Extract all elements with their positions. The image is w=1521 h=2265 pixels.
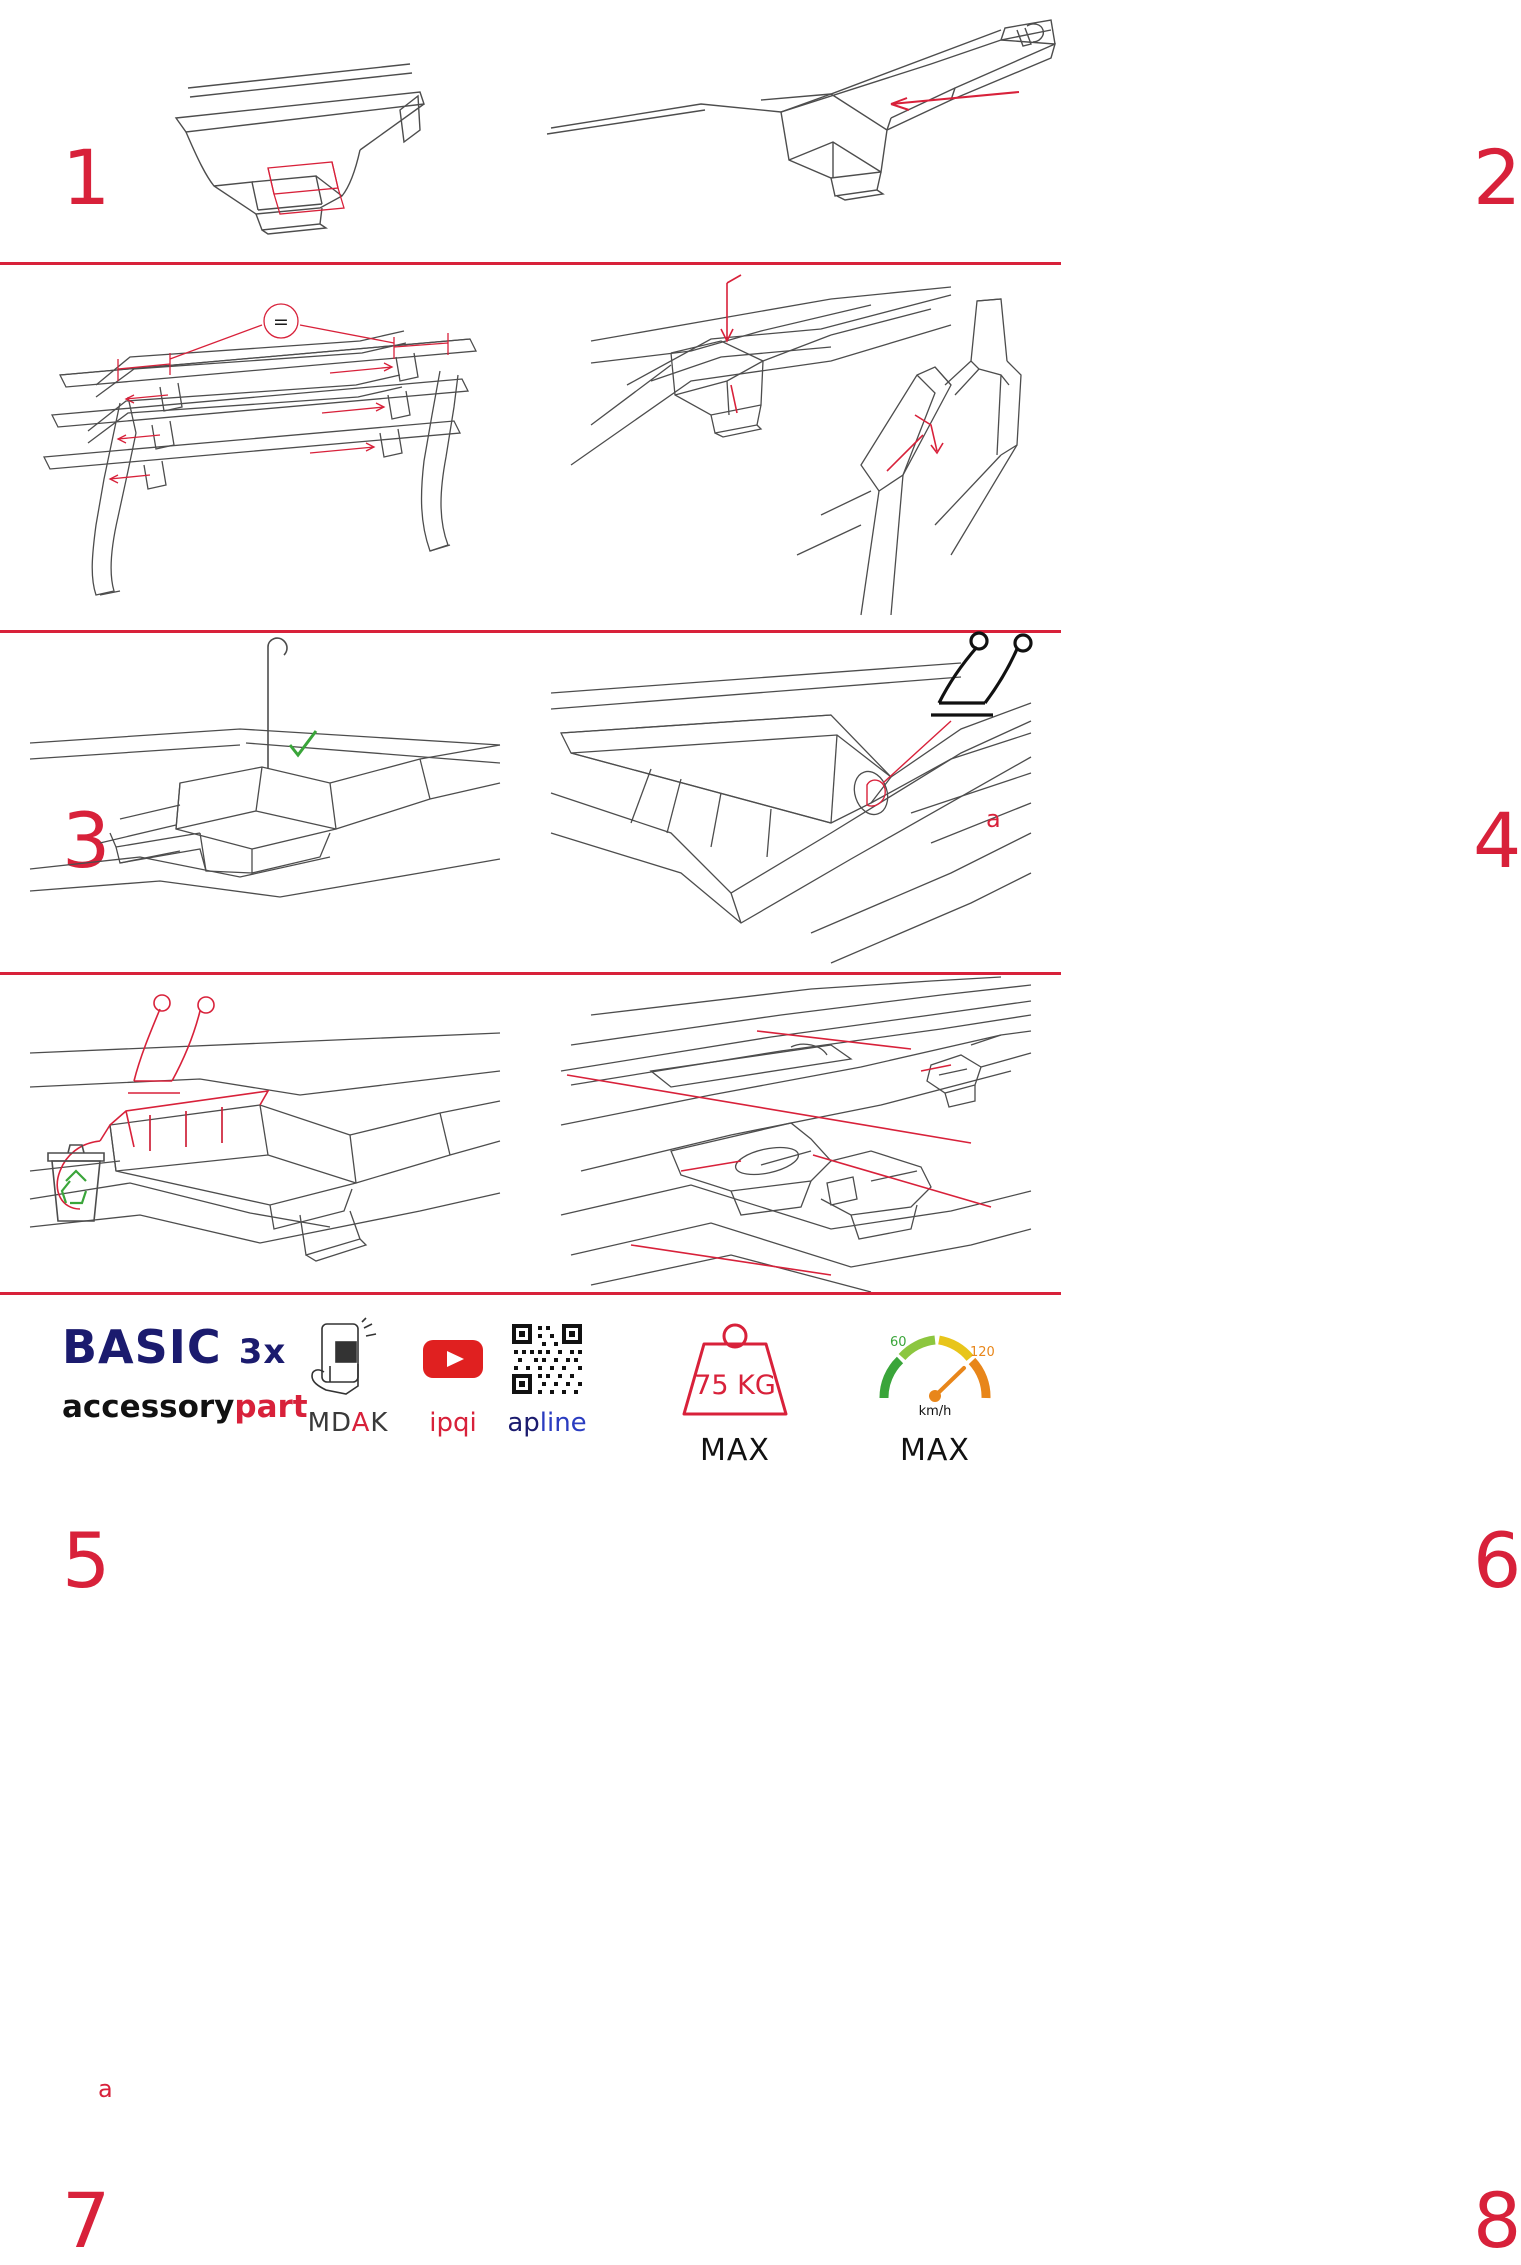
mdak-caption [288, 1410, 408, 1436]
step-2-illustration [531, 0, 1061, 262]
step-7-illustration [0, 975, 530, 1292]
brand-basic-word: BASIC [62, 1320, 222, 1374]
step-3-illustration [0, 265, 530, 630]
qr-code[interactable] [482, 1320, 612, 1398]
step-4-illustration [531, 265, 1061, 630]
step-number-1: 1 [62, 133, 111, 222]
step-number-6: 6 [1473, 1516, 1521, 1605]
step-number-8: 8 [1473, 2176, 1521, 2265]
brand-block [62, 1320, 308, 1425]
step-number-7: 7 [62, 2176, 111, 2265]
max-weight-label: MAX [700, 1433, 770, 1468]
speed-min-label: 60 [890, 1335, 907, 1350]
apline-caption-first: ap [507, 1408, 540, 1438]
step-number-5: 5 [62, 1516, 111, 1605]
mdak-caption-last: K [370, 1408, 389, 1438]
max-weight-value: 75 KG [694, 1370, 776, 1401]
step-5-illustration [0, 633, 530, 972]
step-row-2 [0, 265, 1521, 885]
ipqi-caption: ipqi [429, 1408, 477, 1438]
step-number-4: 4 [1473, 796, 1521, 885]
svg-text:=: = [273, 311, 289, 333]
max-speed-indicator [840, 1310, 1030, 1468]
mdak-caption-first: MD [307, 1408, 352, 1438]
step-6-illustration [531, 633, 1061, 972]
step-1-panel [0, 0, 530, 262]
mdak-hand-phone-icon [288, 1320, 408, 1398]
label-a-step6: a [986, 805, 1001, 833]
divider-4 [0, 1292, 1061, 1295]
label-a-step7: a [98, 2075, 113, 2103]
step-number-3: 3 [62, 796, 111, 885]
speedometer-icon [860, 1310, 1010, 1422]
apline-caption [482, 1410, 612, 1436]
brand-accessory-word: accessory [62, 1389, 235, 1425]
step-2-panel [531, 0, 1521, 262]
footer-branding [0, 1296, 1061, 1500]
brand-accessorypart [62, 1389, 308, 1425]
mdak-caption-accent: A [351, 1408, 371, 1438]
brand-basic-qty: 3x [238, 1332, 287, 1372]
brand-part-word: part [234, 1389, 308, 1425]
apline-caption-accent: line [539, 1408, 587, 1438]
logo-mdak [288, 1320, 408, 1436]
step-4-panel [531, 265, 1521, 885]
brand-basic-title [62, 1320, 292, 1374]
step-number-2: 2 [1473, 133, 1521, 222]
step-3-panel [0, 265, 530, 885]
logo-apline [482, 1320, 612, 1436]
weight-icon [660, 1310, 810, 1422]
step-8-illustration [531, 975, 1061, 1292]
step-row-1 [0, 0, 1521, 262]
max-weight-indicator [640, 1310, 830, 1468]
speed-max-label: 120 [970, 1345, 995, 1360]
step-1-illustration [0, 0, 530, 262]
max-speed-label: MAX [900, 1433, 970, 1468]
speed-unit-label: km/h [918, 1404, 952, 1419]
